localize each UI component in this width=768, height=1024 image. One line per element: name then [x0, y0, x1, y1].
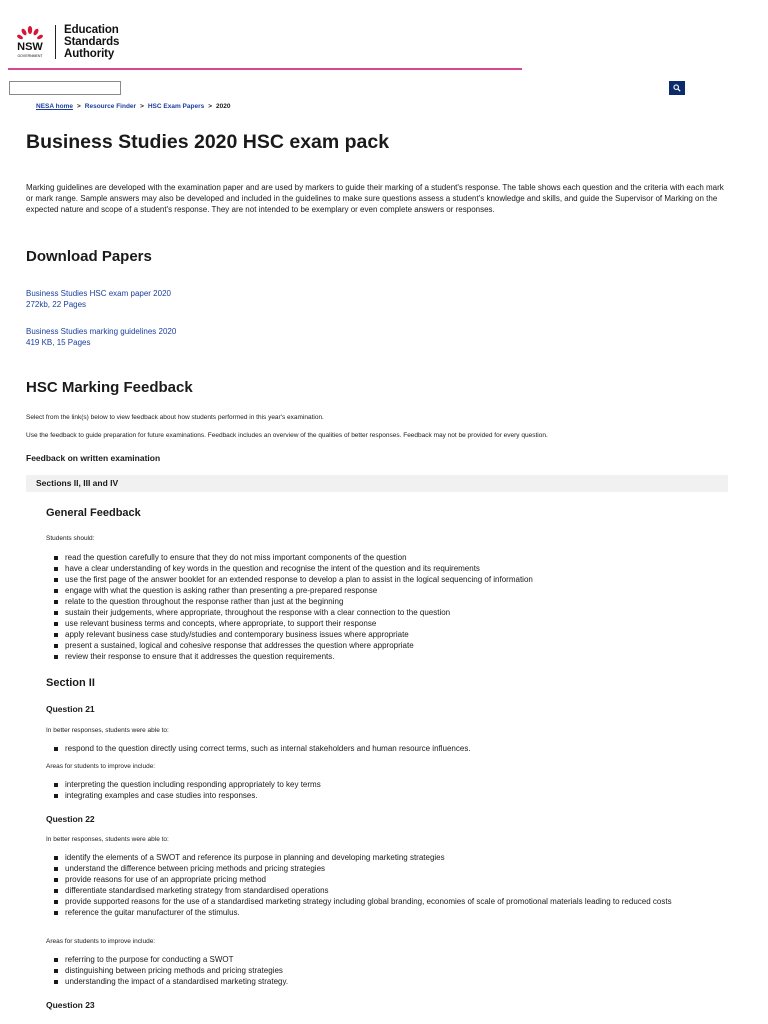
paper-meta: 272kb, 22 Pages [26, 299, 87, 309]
list-item: reference the guitar manufacturer of the stimulus. [54, 907, 704, 918]
list-item: understand the difference between pricing methods and pricing strategies [54, 863, 704, 874]
written-feedback-heading: Feedback on written examination [26, 453, 161, 463]
question-23-heading: Question 23 [46, 1000, 95, 1010]
search-icon [673, 84, 681, 92]
q21-better-list [54, 743, 694, 754]
question-21-heading: Question 21 [46, 704, 95, 714]
breadcrumb-separator: > [76, 103, 81, 110]
list-item: use relevant business terms and concepts, where appropriate, to support their response [54, 618, 694, 629]
marking-guide-text: Use the feedback to guide preparation for future examinations. Feedback includes an overview of the qualities of better responses. Feedback may not be provided for every question. [26, 432, 548, 439]
page-title: Business Studies 2020 HSC exam pack [26, 131, 390, 153]
header-divider [8, 68, 522, 70]
marking-intro-text: Select from the link(s) below to view feedback about how students performed in this year's examination. [26, 414, 324, 421]
list-item: distinguishing between pricing methods and pricing strategies [54, 965, 694, 976]
list-item: respond to the question directly using correct terms, such as internal stakeholders and human resource influences. [54, 743, 694, 754]
sections-accordion-header[interactable] [26, 475, 728, 492]
section-ii-heading: Section II [46, 677, 95, 689]
nsw-government-logo[interactable] [14, 25, 46, 59]
list-item: understanding the impact of a standardised marketing strategy. [54, 976, 694, 987]
list-item: use the first page of the answer booklet for an extended response to develop a plan to assist in the logical sequencing of information [54, 574, 694, 585]
paper-title: Business Studies HSC exam paper 2020 [26, 289, 171, 298]
list-item: identify the elements of a SWOT and reference its purpose in planning and developing marketing strategies [54, 852, 704, 863]
breadcrumb-resource-finder[interactable]: Resource Finder [84, 103, 137, 110]
marking-guidelines-link[interactable] [26, 327, 176, 348]
breadcrumb-separator: > [208, 103, 213, 110]
list-item: apply relevant business case study/studies and contemporary business issues where appropriate [54, 629, 694, 640]
marking-feedback-heading: HSC Marking Feedback [26, 379, 193, 396]
exam-paper-link[interactable] [26, 289, 171, 310]
site-header [14, 22, 119, 62]
download-papers-heading: Download Papers [26, 248, 152, 265]
paper-meta: 419 KB, 15 Pages [26, 337, 91, 347]
breadcrumb [36, 103, 231, 110]
q22-areas-list [54, 954, 694, 987]
search-button[interactable] [669, 81, 685, 95]
better-responses-label: In better responses, students were able to: [46, 727, 169, 734]
breadcrumb-nesa-home[interactable]: NESA home [36, 103, 73, 110]
breadcrumb-hsc-exam-papers[interactable]: HSC Exam Papers [147, 103, 205, 110]
better-responses-label: In better responses, students were able to: [46, 836, 169, 843]
intro-paragraph: Marking guidelines are developed with the examination paper and are used by markers to guide their marking of a student's response. The table shows each question and the criteria with each mark or mark range. Sample answers may also be developed and included in the guidelines to make sure questions assess a student's knowledge and skills, and guide the Supervisor of Marking on the expected nature and scope of a student's response. They are not intended to be exemplary or even complete answers or responses. [26, 183, 724, 214]
areas-improve-label: Areas for students to improve include: [46, 763, 156, 770]
logo-divider [55, 25, 56, 59]
org-name[interactable]: Education Standards Authority [64, 24, 120, 60]
list-item: present a sustained, logical and cohesive response that addresses the question where appropriate [54, 640, 694, 651]
areas-improve-label: Areas for students to improve include: [46, 938, 156, 945]
list-item: integrating examples and case studies into responses. [54, 790, 694, 801]
svg-text:NSW: NSW [17, 41, 43, 53]
list-item: interpreting the question including responding appropriately to key terms [54, 779, 694, 790]
general-feedback-list [54, 552, 694, 662]
sections-accordion-label: Sections II, III and IV [36, 478, 119, 488]
paper-title: Business Studies marking guidelines 2020 [26, 327, 177, 336]
q22-better-list [54, 852, 704, 918]
list-item: referring to the purpose for conducting a SWOT [54, 954, 694, 965]
search-input[interactable] [9, 81, 121, 95]
list-item: read the question carefully to ensure that they do not miss important components of the question [54, 552, 694, 563]
list-item: provide reasons for use of an appropriate pricing method [54, 874, 704, 885]
list-item: differentiate standardised marketing strategy from standardised operations [54, 885, 704, 896]
list-item: provide supported reasons for the use of a standardised marketing strategy including global branding, economies of scale of promotional materials leading to reduced costs [54, 896, 704, 907]
list-item: sustain their judgements, where appropriate, throughout the response with a clear connection to the question [54, 607, 694, 618]
breadcrumb-current: 2020 [216, 103, 231, 110]
list-item: review their response to ensure that it addresses the question requirements. [54, 651, 694, 662]
q21-areas-list [54, 779, 694, 801]
question-22-heading: Question 22 [46, 814, 95, 824]
students-should-label: Students should: [46, 535, 95, 542]
svg-text:GOVERNMENT: GOVERNMENT [17, 54, 43, 58]
list-item: relate to the question throughout the response rather than just at the beginning [54, 596, 694, 607]
general-feedback-heading: General Feedback [46, 507, 141, 519]
breadcrumb-separator: > [140, 103, 144, 110]
list-item: have a clear understanding of key words in the question and recognise the intent of the question and its requirements [54, 563, 694, 574]
list-item: engage with what the question is asking rather than presenting a pre-prepared response [54, 585, 694, 596]
